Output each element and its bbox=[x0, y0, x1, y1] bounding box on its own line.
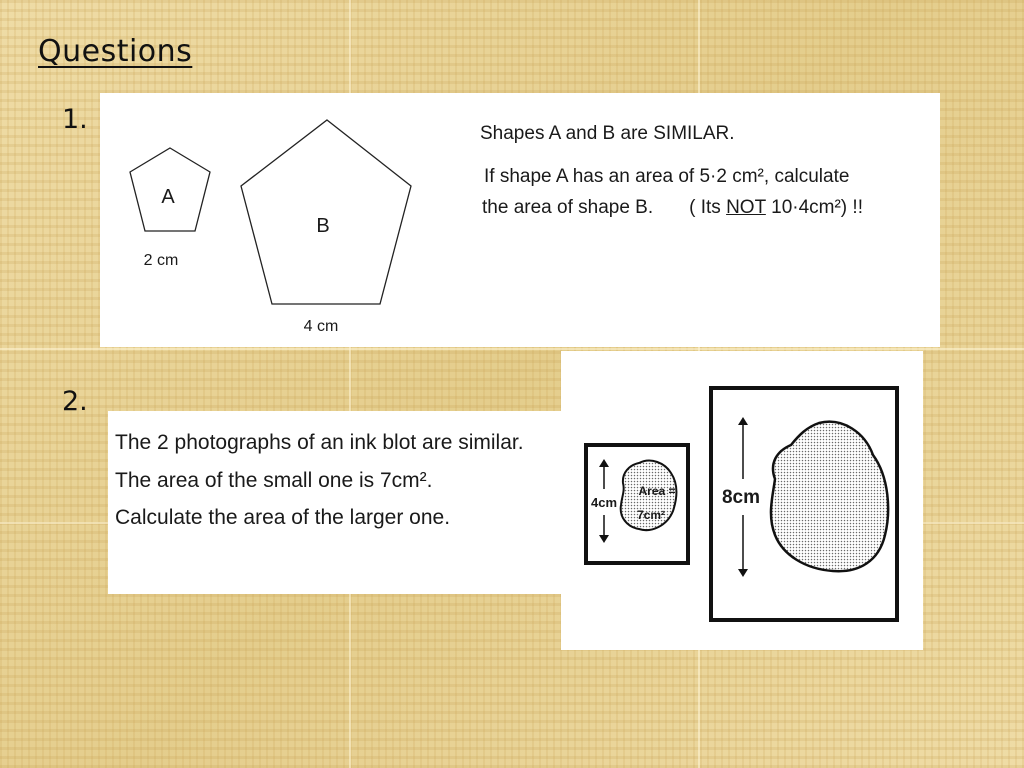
similar-pentagons-diagram bbox=[100, 93, 440, 347]
tile-seam bbox=[0, 348, 1024, 350]
question-2-number: 2. bbox=[62, 386, 88, 417]
question-2-ink-blot-panel bbox=[561, 351, 923, 650]
large-photo-height-label: 8cm bbox=[721, 487, 761, 508]
pentagon-b bbox=[241, 120, 411, 304]
ink-blot-photos-diagram bbox=[561, 351, 923, 650]
slide-title: Questions bbox=[38, 34, 193, 69]
small-photo-area-label-2: 7cm² bbox=[636, 508, 666, 522]
question-2-text-panel bbox=[108, 411, 563, 594]
question-1-paren-open: ( Its bbox=[689, 197, 727, 218]
small-photo-area-label-1: Area = bbox=[638, 484, 676, 498]
question-1-text-line-3-start: the area of shape B. bbox=[482, 197, 654, 218]
question-2-text-line-2: The area of the small one is 7cm². bbox=[115, 469, 433, 492]
shape-b-side-label: 4 cm bbox=[303, 318, 339, 335]
question-1-text-line-2: If shape A has an area of 5·2 cm², calculate bbox=[484, 166, 850, 187]
shape-a-label: A bbox=[161, 186, 175, 208]
question-1-number: 1. bbox=[62, 104, 88, 135]
question-1-text-line-3 bbox=[482, 197, 863, 219]
shape-a-side-label: 2 cm bbox=[143, 252, 179, 269]
question-2-text-line-1: The 2 photographs of an ink blot are similar. bbox=[115, 431, 524, 454]
small-photo-height-label: 4cm bbox=[590, 495, 618, 510]
question-1-text-line-1: Shapes A and B are SIMILAR. bbox=[480, 123, 735, 144]
question-1-not-emphasis: NOT bbox=[726, 197, 766, 218]
question-2-text-line-3: Calculate the area of the larger one. bbox=[115, 506, 451, 529]
question-1-panel bbox=[100, 93, 940, 347]
question-1-text-line-3-end: 10·4cm²) !! bbox=[765, 197, 863, 218]
shape-b-label: B bbox=[316, 215, 330, 237]
